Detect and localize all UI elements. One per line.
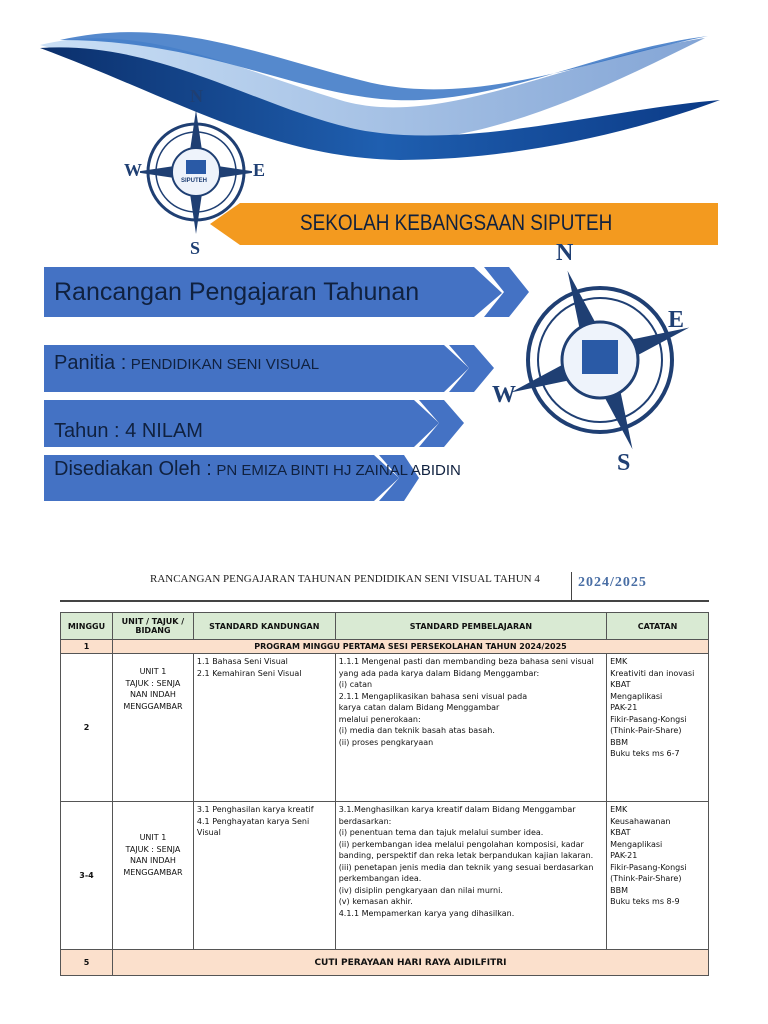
catatan-line: EMK (610, 805, 628, 814)
panitia-value: PENDIDIKAN SENI VISUAL (130, 356, 320, 373)
doc-heading: RANCANGAN PENGAJARAN TAHUNAN PENDIDIKAN SENI VISUAL TAHUN 4 (150, 573, 540, 585)
banner-tahun: Tahun : 4 NILAM (54, 420, 203, 442)
kandungan-line: 2.1 Kemahiran Seni Visual (196, 668, 302, 678)
table-header-row (61, 613, 709, 640)
header-kandungan: STANDARD KANDUNGAN (193, 613, 335, 640)
unit-line: MENGGAMBAR (123, 867, 183, 877)
pembelajaran-line: (i) catan (338, 680, 373, 689)
compass-e-large: E (668, 307, 685, 333)
pembelajaran-line: (ii) proses pengkaryaan (338, 737, 434, 747)
table-row (61, 950, 709, 976)
header-catatan: CATATAN (607, 613, 709, 640)
pembelajaran-line: (i) penentuan tema dan tajuk melalui sumber idea. (338, 828, 544, 837)
catatan-line: Fikir-Pasang-Kongsi (610, 714, 687, 724)
catatan-line: Kreativiti dan inovasi (610, 668, 695, 678)
table-row (61, 640, 709, 654)
compass-logo-large (505, 250, 705, 480)
kandungan-cell (193, 802, 335, 950)
week-cell: 2 (61, 654, 113, 802)
catatan-line: (Think-Pair-Share) (610, 726, 682, 735)
pembelajaran-cell (335, 654, 606, 802)
pembelajaran-line: berdasarkan: (338, 816, 392, 826)
unit-line: TAJUK : SENJA (125, 844, 181, 854)
school-name: SEKOLAH KEBANGSAAN SIPUTEH (300, 210, 613, 235)
pembelajaran-line: (iii) penetapan jenis media dan teknik yang sesuai berdasarkan (338, 862, 594, 872)
catatan-line: Mengaplikasi (610, 839, 663, 849)
pembelajaran-line: banding, perspektif dan reka letak berpandukan kajian lakaran. (338, 851, 594, 860)
pembelajaran-line: (iv) disiplin pengkaryaan dan nilai murni. (338, 885, 503, 895)
table-row (61, 654, 709, 802)
unit-line: TAJUK : SENJA (125, 678, 181, 688)
program-cell: PROGRAM MINGGU PERTAMA SESI PERSEKOLAHAN TAHUN 2024/2025 (112, 640, 708, 654)
banner-panitia (54, 352, 319, 375)
catatan-cell (607, 802, 709, 950)
kandungan-line: 4.1 Penghayatan karya Seni (196, 816, 310, 826)
week-cell: 5 (61, 950, 113, 976)
unit-line: UNIT 1 (139, 833, 167, 842)
pembelajaran-line: yang ada pada karya dalam Bidang Menggambar: (338, 668, 540, 678)
pembelajaran-line: (v) kemasan akhir. (338, 897, 413, 906)
pembelajaran-line: perkembangan idea. (338, 874, 422, 883)
panitia-label: Panitia : (54, 352, 127, 374)
heading-rule (60, 600, 709, 602)
banner-disediakan (54, 458, 461, 481)
unit-line: NAN INDAH (130, 690, 176, 699)
compass-e-small: E (253, 160, 266, 180)
compass-n-small: N (190, 86, 203, 106)
week-cell: 1 (61, 640, 113, 654)
catatan-line: Mengaplikasi (610, 691, 663, 701)
unit-cell (112, 802, 193, 950)
compass-s-large: S (617, 450, 631, 476)
heading-divider (571, 572, 572, 600)
compass-w-large: W (492, 382, 516, 408)
catatan-line: Buku teks ms 8-9 (610, 897, 680, 906)
pembelajaran-line: 1.1.1 Mengenal pasti dan membanding beza bahasa seni visual (338, 657, 594, 666)
pembelajaran-line: karya catan dalam Bidang Menggambar (338, 703, 500, 712)
catatan-line: PAK-21 (610, 851, 638, 860)
catatan-line: KBAT (610, 680, 631, 689)
holiday-cell: CUTI PERAYAAN HARI RAYA AIDILFITRI (112, 950, 708, 976)
logo-school-label: SIPUTEH (181, 178, 208, 184)
kandungan-line: 3.1 Penghasilan karya kreatif (196, 805, 314, 814)
compass-n-large: N (556, 240, 574, 266)
banner-title: Rancangan Pengajaran Tahunan (54, 278, 420, 306)
catatan-line: (Think-Pair-Share) (610, 874, 682, 883)
week-cell: 3-4 (61, 802, 113, 950)
catatan-cell (607, 654, 709, 802)
header-unit: UNIT / TAJUK / BIDANG (112, 613, 193, 640)
unit-line: MENGGAMBAR (123, 701, 183, 711)
unit-line: NAN INDAH (130, 856, 176, 865)
pembelajaran-line: (i) media dan teknik basah atas basah. (338, 726, 495, 735)
pembelajaran-cell (335, 802, 606, 950)
doc-year: 2024/2025 (578, 575, 647, 590)
compass-s-small: S (190, 238, 201, 258)
catatan-line: Keusahawanan (610, 816, 671, 826)
kandungan-line: 1.1 Bahasa Seni Visual (196, 657, 288, 666)
compass-w-small: W (124, 160, 142, 180)
table-row (61, 802, 709, 950)
catatan-line: PAK-21 (610, 703, 638, 712)
unit-line: UNIT 1 (139, 667, 167, 676)
pembelajaran-line: 3.1.Menghasilkan karya kreatif dalam Bidang Menggambar (338, 805, 576, 814)
header-pembelajaran: STANDARD PEMBELAJARAN (335, 613, 606, 640)
kandungan-cell (193, 654, 335, 802)
catatan-line: EMK (610, 657, 628, 666)
pembelajaran-line: (ii) perkembangan idea melalui pengolahan komposisi, kadar (338, 839, 584, 849)
pembelajaran-line: melalui penerokaan: (338, 714, 421, 724)
pembelajaran-line: 2.1.1 Mengaplikasikan bahasa seni visual pada (338, 691, 528, 701)
unit-cell (112, 654, 193, 802)
catatan-line: Fikir-Pasang-Kongsi (610, 862, 687, 872)
catatan-line: BBM (610, 885, 628, 895)
catatan-line: KBAT (610, 828, 631, 837)
pembelajaran-line: 4.1.1 Mempamerkan karya yang dihasilkan. (338, 908, 515, 918)
catatan-line: Buku teks ms 6-7 (610, 749, 680, 758)
kandungan-line: Visual (196, 828, 221, 837)
catatan-line: BBM (610, 737, 628, 747)
header-minggu: MINGGU (61, 613, 113, 640)
lesson-plan-table (60, 612, 709, 976)
disediakan-label: Disediakan Oleh : (54, 458, 212, 480)
disediakan-value: PN EMIZA BINTI HJ ZAINAL ABIDIN (216, 462, 461, 479)
